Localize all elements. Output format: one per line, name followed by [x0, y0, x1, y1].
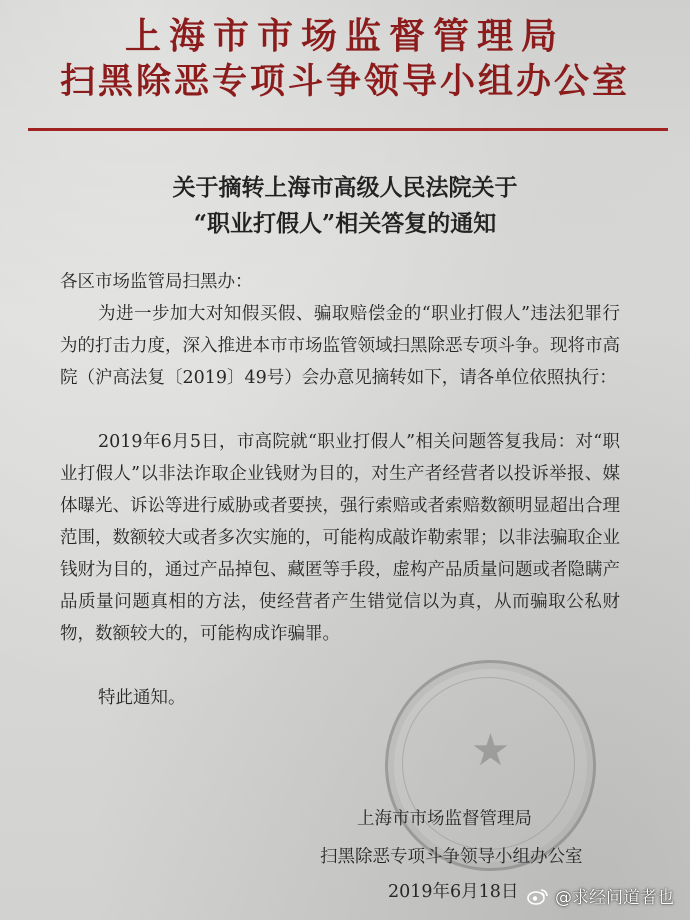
- title-line-1: 关于摘转上海市高级人民法院关于: [172, 174, 518, 201]
- signature-org-2: 扫黑除恶专项斗争领导小组办公室: [320, 847, 583, 867]
- paragraph-2: 2019年6月5日，市高院就“职业打假人”相关问题答复我局：对“职业打假人”以非法诈取企业钱财为目的，对生产者经营者以投诉举报、媒体曝光、诉讼等进行威胁或者要挟，强行索赔或者索赔数额明显超出合理范围，数额较大或者多次实施的，可能构成敲诈勒索罪；以非法骗取企业钱财为目的，通过产品掉包、藏匿等手段，虚构产品质量问题或者隐瞒产品质量问题真相的方法，使经营者产生错觉信以为真，从而骗取公私财物，数额较大的，可能构成诈骗罪。: [60, 432, 620, 644]
- official-seal: [385, 660, 596, 871]
- salutation: 各区市场监管局扫黑办：: [60, 272, 253, 292]
- star-icon: ★: [470, 725, 511, 776]
- red-divider-rule: [28, 128, 668, 131]
- notice-title: [0, 170, 690, 242]
- title-line-2: “职业打假人”相关答复的通知: [193, 210, 497, 237]
- signature-org-1: 上海市市场监督管理局: [357, 809, 532, 829]
- letterhead-line-1: 上海市市场监督管理局: [124, 15, 565, 57]
- closing-line: 特此通知。: [98, 688, 186, 708]
- signature-date: 2019年6月18日: [388, 882, 519, 902]
- paragraph-1: 为进一步加大对知假买假、骗取赔偿金的“职业打假人”违法犯罪行为的打击力度，深入推进本市市场监管领域扫黑除恶专项斗争。现将市高院（沪高法复〔2019〕49号）会办意见摘转如下，请各单位依照执行：: [60, 304, 620, 388]
- watermark-text: @求经问道者也: [555, 888, 674, 908]
- weibo-icon: [527, 887, 549, 905]
- weibo-watermark: [527, 883, 674, 908]
- letterhead: [0, 14, 690, 104]
- letterhead-line-2: 扫黑除恶专项斗争领导小组办公室: [59, 61, 630, 102]
